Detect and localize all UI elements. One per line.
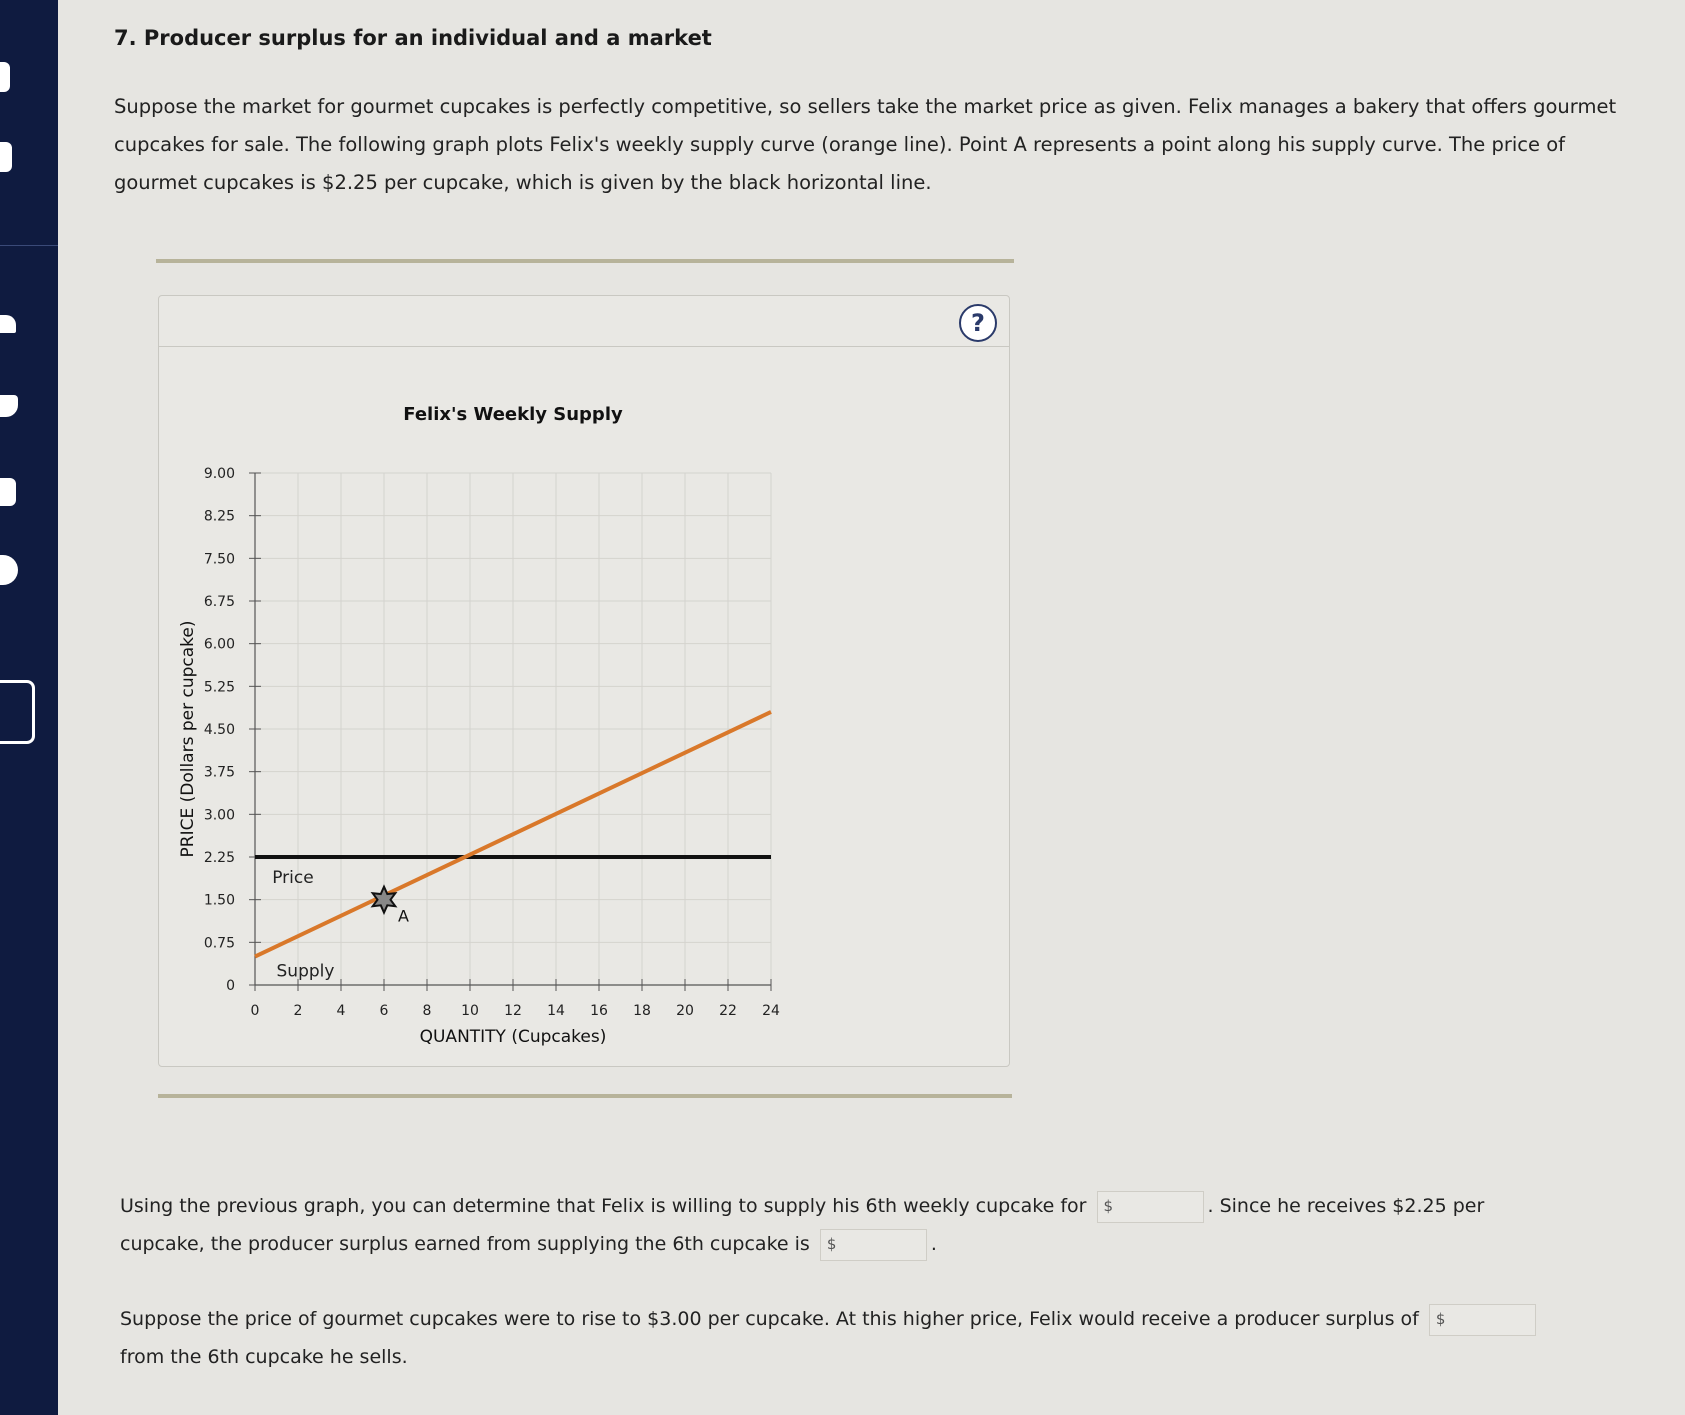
answer-text-1a: Using the previous graph, you can determine that Felix is willing to supply his 6th weekly cupcake for	[120, 1195, 1087, 1217]
answer-input-3[interactable]	[1429, 1304, 1536, 1336]
graph-top-rule	[156, 259, 1014, 263]
y-tick-label: 3.00	[203, 807, 235, 824]
answer-paragraph-2	[120, 1300, 1620, 1376]
dollar-sign-1: $	[1103, 1196, 1114, 1215]
answer-input-1[interactable]	[1097, 1191, 1204, 1223]
question-content	[58, 0, 1685, 1415]
answer-text-2a: cupcake, the producer surplus earned from supplying the 6th cupcake is	[120, 1233, 810, 1255]
y-tick-label: 6.00	[203, 636, 235, 653]
x-tick-label: 22	[719, 1003, 737, 1019]
y-tick-label: 7.50	[203, 551, 235, 568]
x-tick-label: 6	[379, 1003, 389, 1019]
answer-text-3a: Suppose the price of gourmet cupcakes were to rise to $3.00 per cupcake. At this higher price, Felix would receive a producer surplus of	[120, 1308, 1419, 1330]
supply-line-label: Supply	[276, 961, 335, 982]
left-sidebar	[0, 0, 58, 1415]
dollar-sign-3: $	[1435, 1309, 1446, 1328]
graph-panel[interactable]	[158, 295, 1010, 1067]
answer-field-2[interactable]	[839, 1232, 923, 1258]
supply-chart[interactable]	[159, 296, 1009, 1066]
x-tick-label: 2	[293, 1003, 303, 1019]
answer-field-1[interactable]	[1116, 1194, 1200, 1220]
x-tick-label: 8	[422, 1003, 432, 1019]
x-tick-label: 24	[762, 1003, 780, 1019]
y-tick-label: 9.00	[203, 466, 235, 482]
point-a-label: A	[398, 906, 409, 926]
y-tick-label: 3.75	[203, 764, 235, 781]
info-icon[interactable]	[0, 555, 18, 585]
answer-text-1b: . Since he receives $2.25 per	[1207, 1195, 1485, 1217]
x-tick-label: 18	[633, 1003, 651, 1019]
x-tick-label: 4	[336, 1003, 346, 1019]
chart-title: Felix's Weekly Supply	[403, 404, 623, 425]
x-tick-label: 0	[250, 1003, 260, 1019]
question-intro: Suppose the market for gourmet cupcakes is perfectly competitive, so sellers take the market price as given. Felix manages a bakery that offers gourmet cupcakes for sale. The following graph plots Felix's weekly supply curve (orange line). Point A represents a point along his supply curve. The price of gourmet cupcakes is $2.25 per cupcake, which is given by the black horizontal line.	[114, 95, 1617, 194]
bookmark-icon[interactable]	[0, 62, 10, 92]
price-line-label: Price	[272, 868, 314, 888]
y-tick-label: 0.75	[203, 935, 235, 952]
x-tick-label: 16	[590, 1003, 608, 1019]
y-tick-label: 4.50	[203, 722, 235, 738]
answer-field-3[interactable]	[1448, 1307, 1532, 1333]
graph-bottom-rule	[158, 1094, 1012, 1098]
x-tick-label: 12	[504, 1003, 522, 1019]
y-tick-label: 2.25	[203, 850, 235, 866]
exit-icon[interactable]	[0, 680, 35, 744]
x-tick-label: 14	[547, 1003, 565, 1019]
y-axis-label: PRICE (Dollars per cupcake)	[178, 620, 198, 858]
question-title: 7. Producer surplus for an individual and a market	[114, 26, 712, 50]
dollar-sign-2: $	[826, 1234, 837, 1253]
x-tick-label: 10	[461, 1003, 479, 1019]
pencil-icon[interactable]	[0, 315, 16, 333]
y-tick-label: 0	[226, 978, 235, 994]
highlighter-icon[interactable]	[0, 395, 18, 417]
y-tick-label: 6.75	[203, 594, 235, 610]
answer-text-4: from the 6th cupcake he sells.	[120, 1346, 408, 1368]
x-axis-label: QUANTITY (Cupcakes)	[419, 1027, 607, 1047]
x-tick-label: 20	[676, 1003, 694, 1019]
y-tick-label: 1.50	[203, 892, 235, 909]
answer-text-2b: .	[930, 1233, 937, 1255]
y-tick-label: 8.25	[203, 508, 235, 525]
help-button[interactable]: ?	[959, 304, 997, 342]
note-icon[interactable]	[0, 478, 16, 506]
answer-paragraph-1	[120, 1187, 1570, 1263]
sidebar-divider	[0, 245, 58, 246]
page-icon[interactable]	[0, 142, 12, 172]
answer-input-2[interactable]	[820, 1229, 927, 1261]
y-tick-label: 5.25	[203, 679, 235, 696]
